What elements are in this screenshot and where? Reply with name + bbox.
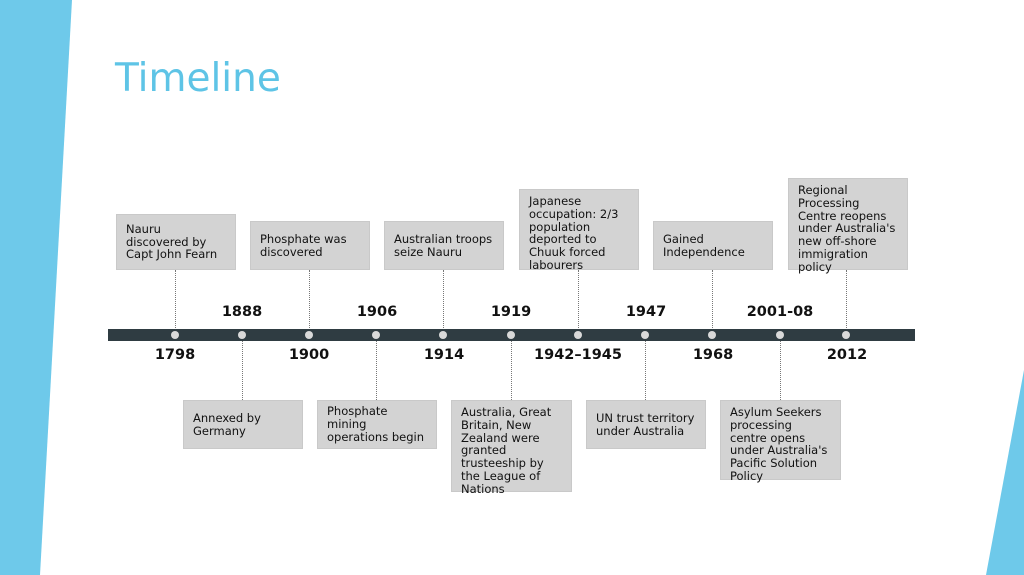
connector-1968 xyxy=(712,270,713,332)
event-text: Asylum Seekers processing centre opens under Australia's Pacific Solution Policy xyxy=(730,405,828,483)
event-box-1919 xyxy=(451,400,572,496)
event-box-1906 xyxy=(317,400,437,449)
timeline-dot xyxy=(439,331,447,339)
timeline-dot xyxy=(171,331,179,339)
timeline-dot xyxy=(305,331,313,339)
timeline-dot xyxy=(507,331,515,339)
timeline-dot xyxy=(641,331,649,339)
event-box-1968 xyxy=(653,221,773,270)
connector-1942 xyxy=(578,270,579,332)
event-box-1914 xyxy=(384,221,504,270)
event-text: Phosphate was discovered xyxy=(260,231,347,259)
year-label-2012: 2012 xyxy=(826,347,868,363)
year-label-1914: 1914 xyxy=(423,347,465,363)
timeline-dot xyxy=(238,331,246,339)
event-box-2001-08 xyxy=(720,400,841,483)
timeline-dot xyxy=(574,331,582,339)
right-accent-stripe xyxy=(986,370,1024,575)
event-text: Australian troops seize Nauru xyxy=(394,231,493,259)
connector-1914 xyxy=(443,270,444,332)
connector-1798 xyxy=(175,270,176,332)
event-text: UN trust territory under Australia xyxy=(596,410,695,438)
year-label-1900: 1900 xyxy=(288,347,330,363)
event-text: Japanese occupation: 2/3 population deported to Chuuk forced labourers xyxy=(529,194,619,272)
slide-title: Timeline xyxy=(115,56,281,101)
year-label-1942-1945: 1942–1945 xyxy=(534,347,622,363)
event-text: Australia, Great Britain, New Zealand were granted trusteeship by the League of Nations xyxy=(461,405,552,496)
event-box-2012 xyxy=(788,178,908,274)
event-text: Annexed by Germany xyxy=(193,410,261,438)
year-label-1947: 1947 xyxy=(625,304,667,320)
timeline-dot xyxy=(708,331,716,339)
timeline-dot xyxy=(776,331,784,339)
event-text: Phosphate mining operations begin xyxy=(327,404,425,444)
event-box-1888 xyxy=(183,400,303,449)
timeline-dot xyxy=(372,331,380,339)
year-label-1906: 1906 xyxy=(356,304,398,320)
connector-2012 xyxy=(846,270,847,332)
year-label-1798: 1798 xyxy=(154,347,196,363)
event-box-1900 xyxy=(250,221,370,270)
event-box-1798 xyxy=(116,214,236,270)
year-label-1919: 1919 xyxy=(490,304,532,320)
connector-1900 xyxy=(309,270,310,332)
timeline-dot xyxy=(842,331,850,339)
left-accent-stripe xyxy=(0,0,72,575)
event-box-1947 xyxy=(586,400,706,449)
year-label-1888: 1888 xyxy=(221,304,263,320)
event-box-1942-1945 xyxy=(519,189,639,270)
event-text: Regional Processing Centre reopens under Australia's new off-shore immigration policy xyxy=(798,183,896,274)
event-text: Nauru discovered by Capt John Fearn xyxy=(126,221,218,262)
event-text: Gained Independence xyxy=(663,231,745,259)
year-label-2001-08: 2001-08 xyxy=(746,304,814,320)
year-label-1968: 1968 xyxy=(692,347,734,363)
